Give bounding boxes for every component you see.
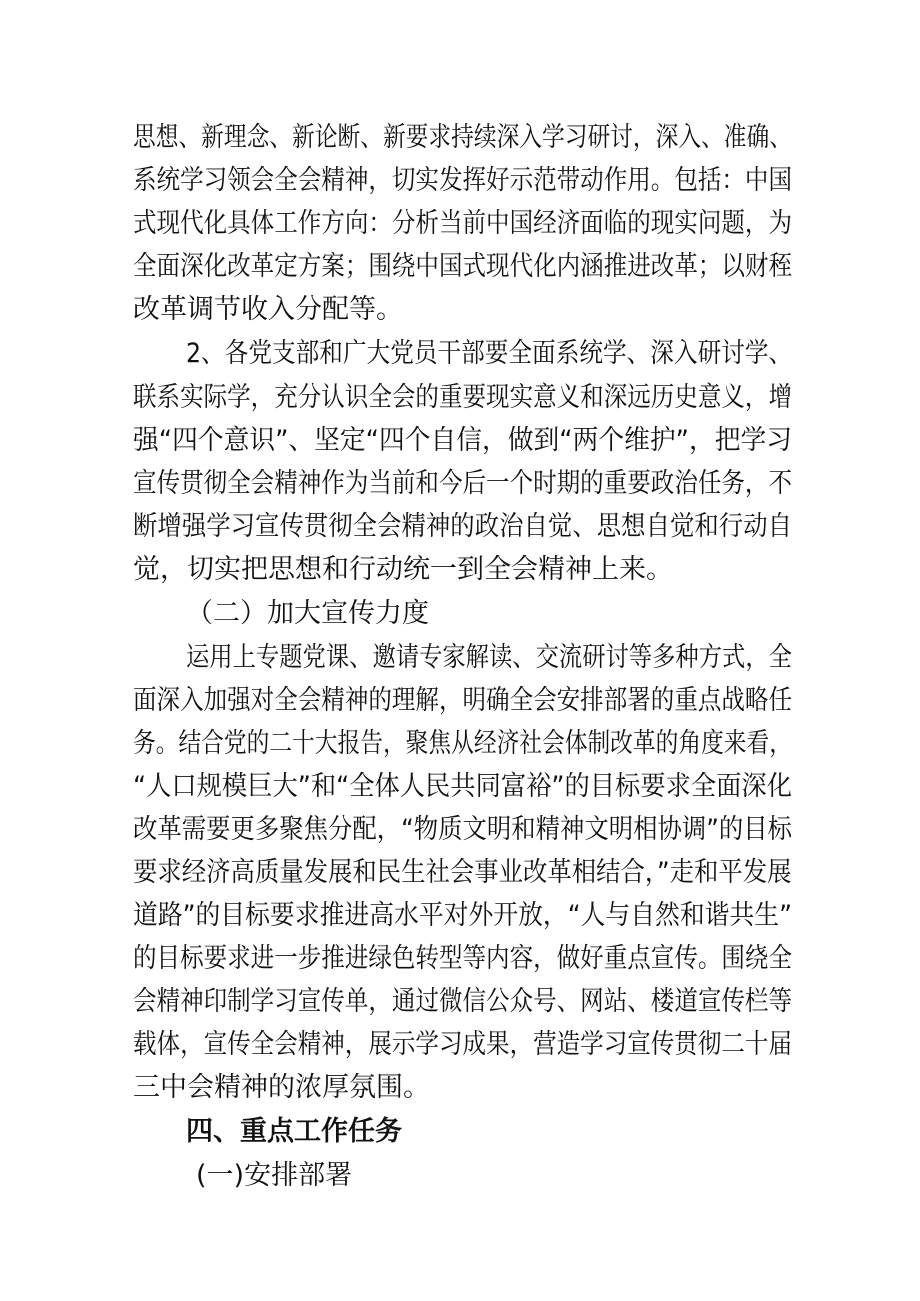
paragraph-line: 式现代化具体工作方向：分析当前中国经济面临的现实问题，为 [133, 208, 793, 239]
subsection-heading: (一)安排部署 [196, 1160, 353, 1191]
paragraph-line: 2、各党支部和广大党员干部要全面系统学、深入研讨学、 [186, 338, 793, 369]
paragraph-line: 会精神印制学习宣传单，通过微信公众号、网站、楼道宣传栏等 [133, 986, 793, 1017]
paragraph-line: 联系实际学，充分认识全会的重要现实意义和深远历史意义，增 [133, 382, 793, 413]
section-heading: （二）加大宣传力度 [186, 598, 429, 629]
paragraph-line: 断增强学习宣传贯彻全会精神的政治自觉、思想自觉和行动自 [133, 511, 793, 542]
paragraph-line: 运用上专题党课、邀请专家解读、交流研讨等多种方式，全 [186, 642, 792, 673]
paragraph-line: 要求经济高质量发展和民生社会事业改革相结合，”走和平发展 [133, 857, 792, 888]
paragraph-line: “人口规模巨大”和“全体人民共同富裕”的目标要求全面深化 [133, 771, 792, 802]
paragraph-line: 的目标要求进一步推进绿色转型等内容，做好重点宣传。围绕全 [133, 943, 793, 974]
paragraph-line: 强“四个意识”、坚定“四个自信，做到“两个维护”，把学习 [133, 425, 792, 456]
paragraph-line: 改革需要更多聚焦分配，“物质文明和精神文明相协调”的目标 [133, 814, 792, 845]
paragraph-line: 全面深化改革定方案；围绕中国式现代化内涵推进改革；以财秷 [133, 251, 793, 282]
paragraph-line: 载体，宣传全会精神，展示学习成果，营造学习宣传贯彻二十届 [133, 1029, 793, 1060]
paragraph-line: 务。结合党的二十大报告，聚焦从经济社会体制改革的角度来看， [133, 728, 792, 759]
section-heading: 四、重点工作任务 [186, 1116, 402, 1147]
paragraph-line: 三中会精神的浓厚氛围。 [133, 1072, 430, 1103]
paragraph-line: 道路”的目标要求推进高水平对外开放，“人与自然和谐共生” [133, 900, 792, 931]
paragraph-line: 宣传贯彻全会精神作为当前和今后一个时期的重要政治任务，不 [133, 468, 793, 499]
paragraph-line: 改革调节收入分配等。 [133, 294, 403, 325]
paragraph-line: 觉，切实把思想和行动统一到全会精神上来。 [133, 554, 673, 585]
paragraph-line: 系统学习领会全会精神，切实发挥好示范带动作用。包括：中国 [133, 165, 793, 196]
paragraph-line: 思想、新理念、新论断、新要求持续深入学习研讨，深入、准确、 [133, 122, 792, 153]
paragraph-line: 面深入加强对全会精神的理解，明确全会安排部署的重点战略任 [133, 685, 793, 716]
